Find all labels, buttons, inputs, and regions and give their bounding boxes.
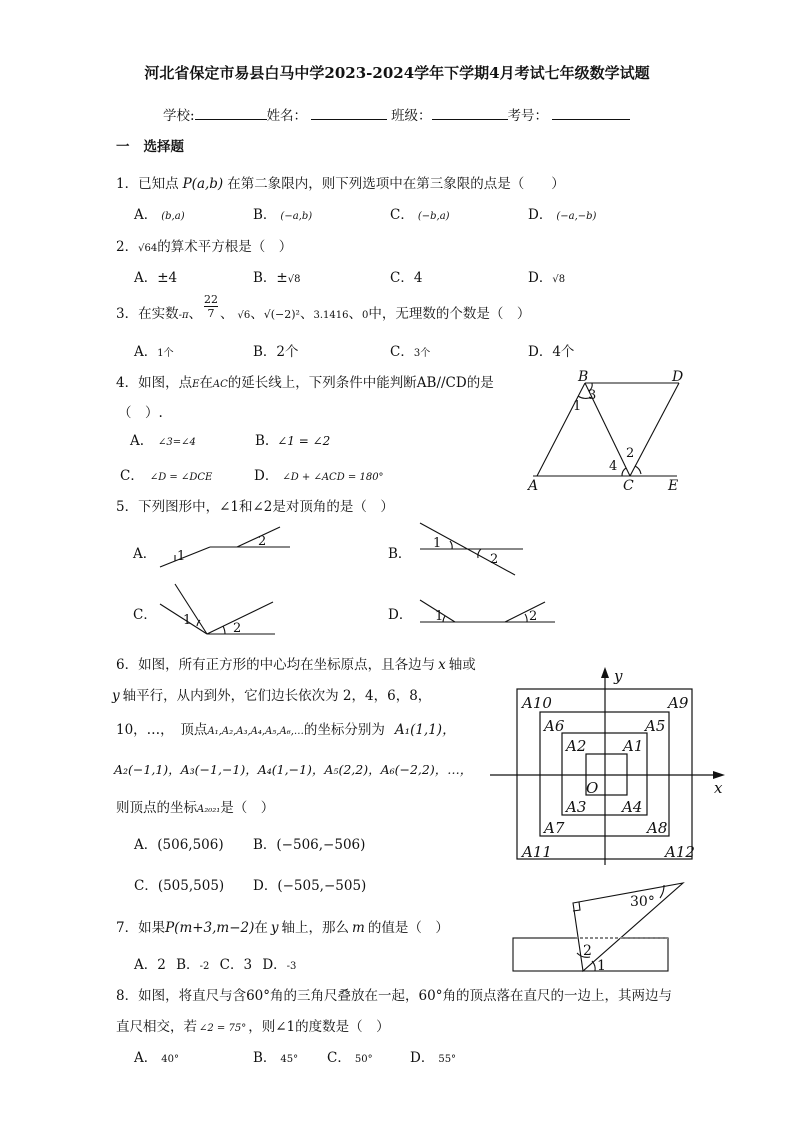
q7-option-d[interactable]: D．-3: [262, 957, 297, 973]
section-name: 选择题: [143, 139, 184, 155]
label-angle-3: 3: [588, 388, 597, 403]
label-angle-1: 1: [573, 399, 582, 414]
q5c-angle-2: 2: [233, 621, 242, 636]
q8-l2b: ，则∠1的度数是（ ）: [248, 1019, 390, 1035]
question-3-rest: [220, 302, 530, 322]
q8-l2a: 直尺相交，若: [116, 1019, 197, 1035]
q5d-angle-1: 1: [435, 609, 444, 624]
page-title: 河北省保定市易县白马中学2023-2024学年下学期4月考试七年级数学试题: [144, 64, 650, 82]
q8-option-b[interactable]: B． 45°: [253, 1050, 299, 1066]
q6-l5a: 则顶点的坐标: [116, 800, 197, 816]
q6-l2: 轴平行，从内到外，它们边长依次为 2，4，6，8，: [122, 688, 432, 704]
exam-no-label: 考号：: [507, 108, 549, 124]
label-x: x: [714, 779, 723, 797]
q4-option-c[interactable]: C． ∠D = ∠DCE: [120, 468, 213, 484]
q6-line5: [116, 796, 274, 816]
q6-figure: [490, 665, 730, 865]
label-a6: A6: [544, 717, 565, 735]
label-30-degrees: 30°: [630, 894, 655, 910]
q6-l1: 如图，所有正方形的中心均在坐标原点，且各边与: [138, 657, 436, 673]
question-2: [116, 235, 292, 255]
q4-e: E: [192, 379, 200, 390]
q3-sep1: 、: [188, 306, 203, 322]
q3-sep5: 、: [348, 306, 362, 322]
label-y: y: [614, 667, 623, 685]
question-7: [116, 916, 449, 936]
name-label: 姓名：: [266, 108, 308, 124]
q3-n1: -π: [178, 310, 189, 321]
q1-num: 1．: [116, 176, 139, 192]
q1-option-a[interactable]: A． (b,a): [134, 207, 185, 223]
section-number: 一: [116, 139, 130, 155]
q8-option-d[interactable]: D． 55°: [410, 1050, 457, 1066]
question-6: [116, 653, 476, 673]
label-a3: A3: [566, 798, 587, 816]
q3-option-a[interactable]: A．1个: [134, 344, 174, 360]
q4-option-a[interactable]: A. ∠3=∠4: [130, 433, 196, 449]
q4-post: 的延长线上，下列条件中能判断AB//CD的是: [227, 375, 494, 391]
q3-n5: 0: [361, 310, 369, 321]
q5-figure-d: [415, 592, 560, 632]
q6-l5sym: A₂₀₂₁: [197, 804, 221, 815]
q6-l3a: 10，…， 顶点: [116, 722, 208, 738]
q1-point: P(a,b): [182, 176, 224, 192]
q8-l2cond: ∠2 = 75°: [199, 1023, 247, 1034]
q7-point: P(m+3,m−2): [165, 920, 255, 936]
label-c: C: [623, 478, 634, 494]
q6-option-b[interactable]: B．(−506,−506): [253, 837, 366, 853]
q2-option-c[interactable]: C．4: [390, 270, 423, 286]
q6-l3seq: A₁,A₂,A₃,A₄,A₅,A₆,…: [207, 726, 304, 737]
q3-option-c[interactable]: C．3个: [390, 344, 431, 360]
q6-y: y: [112, 688, 120, 704]
label-a12: A12: [665, 843, 695, 861]
q6-line3: [116, 718, 456, 738]
q6-line4: A₂(−1,1)，A₃(−1,−1)，A₄(1,−1)，A₅(2,2)，A₆(−2,2)，…，: [114, 762, 473, 777]
label-angle-1: 1: [597, 958, 606, 974]
q6-l1b: 轴或: [448, 657, 476, 673]
question-1: [116, 172, 565, 192]
q4-num: 4．: [116, 375, 139, 391]
q4-option-d[interactable]: D． ∠D + ∠ACD = 180°: [254, 468, 384, 484]
label-e: E: [668, 478, 679, 494]
label-a9: A9: [668, 694, 689, 712]
q7-m: m: [352, 920, 365, 936]
label-a4: A4: [622, 798, 643, 816]
q1-option-b[interactable]: B． (−a,b): [253, 207, 313, 223]
label-angle-2: 2: [583, 943, 592, 959]
q7-y: y: [270, 920, 279, 936]
q3-fraction-den: 7: [204, 306, 218, 320]
q5b-angle-2: 2: [490, 552, 499, 567]
q5b-angle-1: 1: [433, 536, 442, 551]
section-heading: [116, 135, 184, 155]
q5a-angle-2: 2: [258, 534, 267, 549]
x-axis-arrow: [713, 771, 725, 779]
class-field[interactable]: [432, 107, 508, 120]
q2-option-a[interactable]: A．±4: [134, 270, 178, 286]
line-dc: [630, 383, 679, 476]
q7-options: [134, 953, 296, 973]
school-field[interactable]: [195, 107, 267, 120]
q4-option-b[interactable]: B. ∠1 = ∠2: [255, 433, 331, 449]
exam-no-field[interactable]: [552, 107, 630, 120]
q1-pre: 已知点: [138, 176, 179, 192]
q1-post: 在第二象限内，则下列选项中在第三象限的点是（ ）: [227, 176, 565, 192]
q6-l5b: 是（ ）: [220, 800, 275, 816]
q4-figure: [525, 368, 695, 494]
q5-option-d[interactable]: D．: [388, 607, 413, 623]
q2-post: 的算术平方根是（ ）: [157, 239, 293, 255]
question-8: [116, 984, 672, 1004]
q3-sep2: 、: [220, 306, 234, 322]
q7-option-b[interactable]: B．-2: [176, 957, 210, 973]
q8-option-a[interactable]: A． 40°: [134, 1050, 179, 1066]
q3-fraction: [204, 293, 218, 320]
q4-line2: （ ）.: [118, 405, 163, 421]
q6-l3c: A₁(1,1)，: [394, 722, 456, 738]
q7-pre: 如果: [138, 920, 166, 936]
q6-l3b: 的坐标分别为: [303, 722, 385, 738]
q3-n3: √(−2)²: [263, 308, 300, 321]
q4-pre: 如图，点: [138, 375, 193, 391]
q5c-angle-1: 1: [183, 613, 192, 628]
q8-option-c[interactable]: C． 50°: [327, 1050, 373, 1066]
q7-post2: 的值是（ ）: [367, 920, 449, 936]
q3-pre: 在实数: [138, 306, 179, 322]
q6-line2: [112, 684, 431, 704]
q2-option-b[interactable]: B．±√8: [253, 270, 301, 286]
q5-option-a[interactable]: A．: [133, 546, 157, 562]
q1-option-d[interactable]: D． (−a,−b): [528, 207, 597, 223]
label-angle-4: 4: [609, 459, 618, 474]
q5-text: 下列图形中，∠1和∠2是对顶角的是（ ）: [138, 499, 394, 515]
label-d: D: [672, 369, 684, 385]
line-ba: [537, 383, 585, 476]
school-label: 学校:: [163, 108, 195, 124]
q7-num: 7．: [116, 920, 139, 936]
q5-figure-b: [415, 520, 525, 580]
label-angle-2: 2: [626, 446, 635, 461]
label-a5: A5: [645, 717, 666, 735]
q8-line2: [116, 1015, 390, 1035]
q6-num: 6．: [116, 657, 139, 673]
q8-figure: [510, 878, 690, 976]
info-line: [163, 104, 630, 124]
q3-num: 3．: [116, 306, 139, 322]
q4-ac: AC: [212, 379, 228, 390]
q2-option-d[interactable]: D．√8: [528, 270, 566, 286]
q5d-angle-2: 2: [529, 609, 538, 624]
label-b: B: [578, 369, 589, 385]
label-a10: A10: [522, 694, 552, 712]
q5-option-c[interactable]: C．: [133, 607, 157, 623]
q6-x: x: [438, 657, 446, 673]
q7-option-c[interactable]: C．3: [219, 957, 253, 973]
q5-option-b[interactable]: B．: [388, 546, 412, 562]
q2-num: 2．: [116, 239, 139, 255]
angle-4-arc: [622, 468, 626, 476]
q1-option-c[interactable]: C． (−b,a): [390, 207, 450, 223]
q5-figure-c: [155, 582, 280, 637]
q7-post: 轴上，那么: [281, 920, 350, 936]
q8-l1: 如图，将直尺与含60°角的三角尺叠放在一起，60°角的顶点落在直尺的一边上，其两边与: [138, 988, 672, 1004]
q5-num: 5．: [116, 499, 139, 515]
q3-sep4: 、: [299, 306, 314, 322]
label-a7: A7: [544, 819, 565, 837]
q3-sep3: 、: [250, 306, 264, 322]
q8-num: 8．: [116, 988, 139, 1004]
label-a1: A1: [623, 737, 644, 755]
q3-option-b[interactable]: B．2个: [253, 344, 299, 360]
q6-option-d[interactable]: D．(−505,−505): [253, 878, 367, 894]
q3-n4: 3.1416: [313, 310, 349, 321]
q4-mid: 在: [199, 375, 213, 391]
q7-option-a[interactable]: A．2: [134, 957, 166, 973]
question-5: [116, 495, 394, 515]
q7-mid: 在: [254, 920, 268, 936]
question-3: [116, 302, 202, 322]
q5-figure-a: [155, 525, 295, 575]
q6-option-a[interactable]: A．(506,506): [134, 837, 224, 853]
q2-expr: √64: [138, 243, 158, 254]
angle-2-arc: [635, 466, 641, 474]
name-field[interactable]: [311, 107, 387, 120]
q5a-angle-1: 1: [177, 549, 186, 564]
q3-fraction-num: 22: [204, 293, 218, 306]
q3-n2: √6: [237, 310, 251, 321]
label-a2: A2: [566, 737, 587, 755]
label-a11: A11: [522, 843, 552, 861]
class-label: 班级：: [391, 108, 432, 124]
q3-post: 中，无理数的个数是（ ）: [368, 306, 531, 322]
question-4: [116, 371, 494, 391]
label-a: A: [528, 478, 539, 494]
y-axis-arrow: [601, 667, 609, 678]
label-a8: A8: [647, 819, 668, 837]
q6-option-c[interactable]: C．(505,505): [134, 878, 225, 894]
label-o: O: [586, 779, 599, 797]
q3-option-d[interactable]: D．4个: [528, 344, 575, 360]
